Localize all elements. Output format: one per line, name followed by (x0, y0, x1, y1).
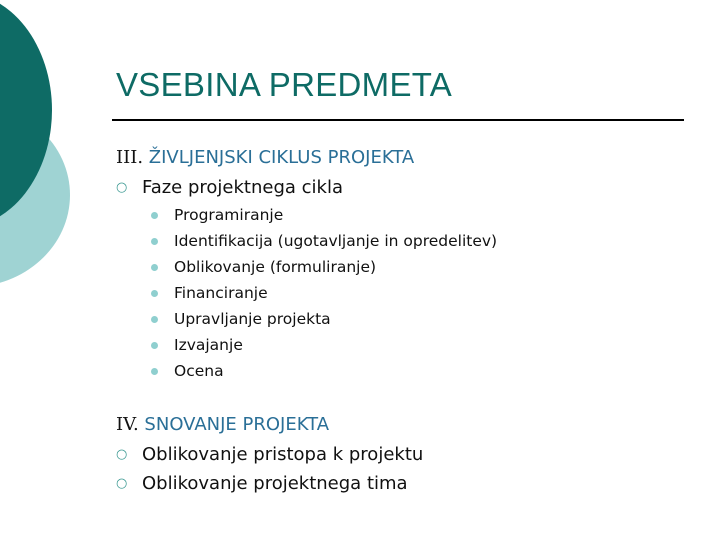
circle-bullet-icon: ○ (116, 447, 128, 462)
sub-list-item-label: Ocena (174, 362, 224, 380)
dot-bullet-icon (151, 238, 158, 245)
sub-list-item-label: Izvajanje (174, 336, 243, 354)
list-item-label: Faze projektnega cikla (142, 177, 343, 198)
dot-bullet-icon (151, 316, 158, 323)
sub-list-item (174, 362, 224, 380)
section-heading-iv (116, 414, 329, 435)
sub-list-item (174, 336, 243, 354)
sub-list-item (174, 232, 497, 250)
sub-list-item-label: Upravljanje projekta (174, 310, 331, 328)
circle-bullet-icon: ○ (116, 476, 128, 491)
sub-list-item-label: Identifikacija (ugotavljanje in opredelitev) (174, 232, 498, 250)
decorative-circles (0, 0, 120, 300)
dot-bullet-icon (151, 342, 158, 349)
section-number: III. (116, 147, 144, 168)
circle-bullet-icon: ○ (116, 180, 128, 195)
sub-list-item (174, 206, 283, 224)
section-title: SNOVANJE PROJEKTA (144, 414, 330, 435)
dot-bullet-icon (151, 368, 158, 375)
sub-list-item (174, 284, 268, 302)
slide-title: VSEBINA PREDMETA (116, 66, 453, 103)
section-heading-iii (116, 147, 414, 168)
list-item (116, 177, 343, 198)
title-underline (112, 119, 684, 121)
dot-bullet-icon (151, 212, 158, 219)
list-item (116, 473, 408, 494)
list-item (116, 444, 423, 465)
sub-list-item (174, 310, 331, 328)
list-item-label: Oblikovanje projektnega tima (142, 473, 408, 494)
dot-bullet-icon (151, 290, 158, 297)
list-item-label: Oblikovanje pristopa k projektu (142, 444, 424, 465)
dot-bullet-icon (151, 264, 158, 271)
sub-list-item (174, 258, 376, 276)
section-number: IV. (116, 414, 139, 435)
section-title: ŽIVLJENJSKI CIKLUS PROJEKTA (148, 147, 415, 168)
sub-list-item-label: Financiranje (174, 284, 268, 302)
sub-list-item-label: Oblikovanje (formuliranje) (174, 258, 377, 276)
sub-list-item-label: Programiranje (174, 206, 284, 224)
